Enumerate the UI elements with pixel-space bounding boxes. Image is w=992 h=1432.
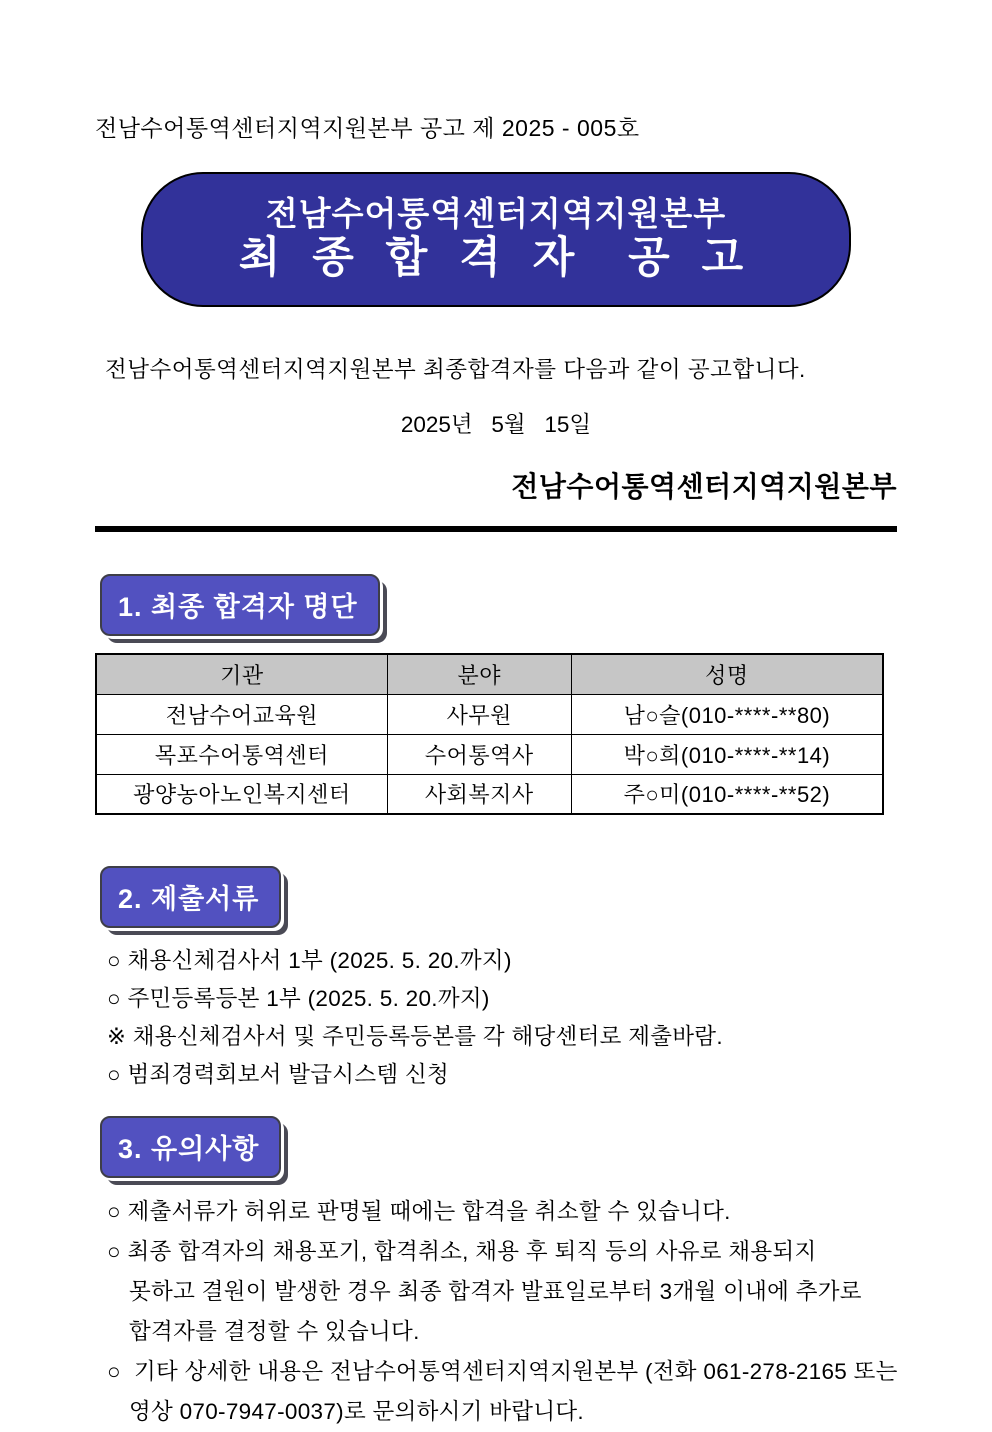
final-candidates-table (95, 653, 884, 815)
list-item: ○ 제출서류가 허위로 판명될 때에는 합격을 취소할 수 있습니다. (107, 1199, 731, 1224)
list-item-continuation: 못하고 결원이 발생한 경우 최종 합격자 발표일로부터 3개월 이내에 추가로 (129, 1279, 862, 1304)
col-header-name: 성명 (571, 654, 883, 694)
cell-name: 주○미(010-****-**52) (571, 774, 883, 814)
cell-institution: 전남수어교육원 (96, 694, 387, 734)
intro-sentence: 전남수어통역센터지역지원본부 최종합격자를 다음과 같이 공고합니다. (105, 357, 806, 382)
table-header-row (96, 654, 883, 694)
title-banner (141, 172, 851, 307)
section-1-badge: 1. 최종 합격자 명단 (100, 574, 380, 636)
cell-name: 남○슬(010-****-**80) (571, 694, 883, 734)
section-1-header-row (100, 574, 897, 636)
cell-field: 사무원 (387, 694, 571, 734)
banner-org-name: 전남수어통역센터지역지원본부 (265, 194, 727, 232)
notes-list (95, 1192, 897, 1432)
list-item: ○ 주민등록등본 1부 (2025. 5. 20.까지) (107, 986, 490, 1011)
table-row (96, 774, 883, 814)
section-3-badge: 3. 유의사항 (100, 1116, 281, 1178)
col-header-field: 분야 (387, 654, 571, 694)
issuing-org-name: 전남수어통역센터지역지원본부 (511, 471, 897, 502)
section-2-header-row (100, 866, 897, 928)
banner-title: 최 종 합 격 자 공 고 (238, 233, 754, 282)
list-item: ○ 최종 합격자의 채용포기, 합격취소, 채용 후 퇴직 등의 사유로 채용되지 (107, 1239, 817, 1264)
list-item-continuation: 합격자를 결정할 수 있습니다. (129, 1319, 420, 1344)
list-item: ○ 채용신체검사서 1부 (2025. 5. 20.까지) (107, 948, 512, 973)
cell-name: 박○희(010-****-**14) (571, 734, 883, 774)
cell-institution: 광양농아노인복지센터 (96, 774, 387, 814)
cell-institution: 목포수어통역센터 (96, 734, 387, 774)
section-3-header-row (100, 1116, 897, 1178)
list-item: ○ 범죄경력회보서 발급시스템 신청 (107, 1062, 450, 1087)
list-item-note: ※ 채용신체검사서 및 주민등록등본를 각 해당센터로 제출바람. (107, 1024, 723, 1049)
col-header-institution: 기관 (96, 654, 387, 694)
horizontal-rule (95, 526, 897, 532)
list-item-continuation: 영상 070-7947-0037)로 문의하시기 바랍니다. (129, 1399, 584, 1424)
cell-field: 수어통역사 (387, 734, 571, 774)
submission-docs-list (95, 942, 897, 1094)
cell-field: 사회복지사 (387, 774, 571, 814)
document-number-line: 전남수어통역센터지역지원본부 공고 제 2025 - 005호 (95, 115, 640, 141)
list-item: ○ 기타 상세한 내용은 전남수어통역센터지역지원본부 (전화 061-278-2165 또는 (107, 1359, 898, 1384)
table-row (96, 694, 883, 734)
announcement-date: 2025년 5월 15일 (400, 412, 592, 437)
table-row (96, 734, 883, 774)
section-2-badge: 2. 제출서류 (100, 866, 281, 928)
